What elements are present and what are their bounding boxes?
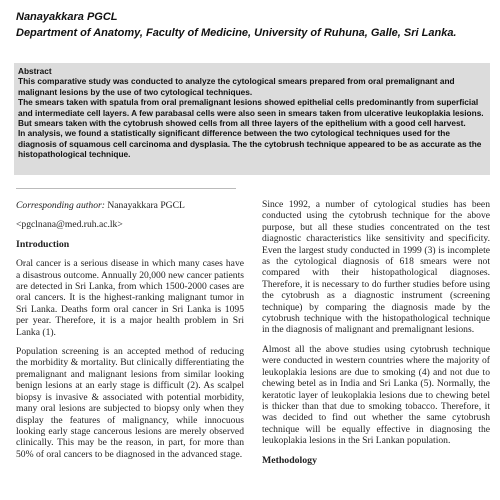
intro-paragraph: Population screening is an accepted method of reducing the morbidity & mortality. But clinically differentiating the premalignant and malignant lesions from similar looking benign lesions at an early stage is difficult (2). As scalpel biopsy is invasive & associated with potential morbidity, many oral lesions are subjected to biopsy only when they display the features of malignancy, while innocuous looking early stage cancerous lesions are merely observed clinically. This may be the reason, in part, for more than 50% of oral cancers to be diagnosed in the advanced stage. (16, 346, 244, 460)
left-column (16, 200, 244, 468)
methodology-heading: Methodology (262, 454, 317, 466)
abstract-title: Abstract (18, 66, 52, 76)
corresponding-author (16, 200, 244, 211)
body-paragraph: Since 1992, a number of cytological studies has been conducted using the cytobrush technique for the above purpose, but all these studies concentrated on the test diagnostic characteristics like sensitivity and specificity. Even the largest study conducted in 1999 (3) is incomplete as the cytological diagnosis of 618 smears were not compared with their histopathological diagnoses. Therefore, it is necessary to do further studies before using the cytobrush as a diagnostic instrument (screening technique) by comparing the diagnosis made by the cytobrush technique with the histopathological technique in the diagnosis of malignant and premalignant lesions. (262, 199, 490, 336)
right-column (262, 199, 490, 474)
corresponding-author-name: Nanayakkara PGCL (107, 200, 185, 211)
introduction-heading: Introduction (16, 238, 70, 250)
abstract-paragraph: This comparative study was conducted to analyze the cytological smears prepared from oral premalignant and malignant lesions by the use of two cytological techniques. (18, 76, 455, 97)
author-name: Nanayakkara PGCL (16, 11, 118, 23)
footnote-divider (16, 188, 236, 189)
abstract-paragraph: In analysis, we found a statistically significant difference between the two cytological techniques used for the diagnosis of squamous cell carcinoma and dysplasia. The the cytobrush technique appeared to be as accurate as the histopathological technique. (18, 128, 482, 160)
corresponding-email[interactable]: <pgclnana@med.ruh.ac.lk> (16, 219, 123, 231)
corresponding-author-label: Corresponding author: (16, 200, 105, 211)
abstract-box (14, 63, 490, 175)
abstract-paragraph: The smears taken with spatula from oral premalignant lesions showed epithelial cells predominantly from superficial and intermediate cell layers. A few parabasal cells were also seen in smears taken from ulcerative leukoplakia lesions. But smears taken with the cytobrush showed cells from all three layers of the epithelium with a good cell harvest. (18, 97, 484, 129)
body-paragraph: Almost all the above studies using cytobrush technique were conducted in western countries where the majority of leukoplakia lesions are due to smoking (4) and not due to chewing betel as in India and Sri Lanka (5). Normally, the keratotic layer of leukoplakia lesions due to chewing betel is thicker than that due to smoking tobacco. Therefore, it was decided to find out whether the same cytobrush technique will be equally effective in diagnosing the leukoplakia lesions in the Sri Lankan population. (262, 343, 490, 447)
author-affiliation: Department of Anatomy, Faculty of Medicine, University of Ruhuna, Galle, Sri Lanka. (16, 27, 457, 39)
intro-paragraph: Oral cancer is a serious disease in which many cases have a disastrous outcome. Annually 20,000 new cancer patients are detected in Sri Lanka, from which 1500-2000 cases are oral cancers. It is the highest-ranking malignant tumor in Sri Lanka. Deaths form oral cancer in Sri Lanka is 1095 per year. Therefore, it is a major health problem in Sri Lanka (1). (16, 258, 244, 338)
